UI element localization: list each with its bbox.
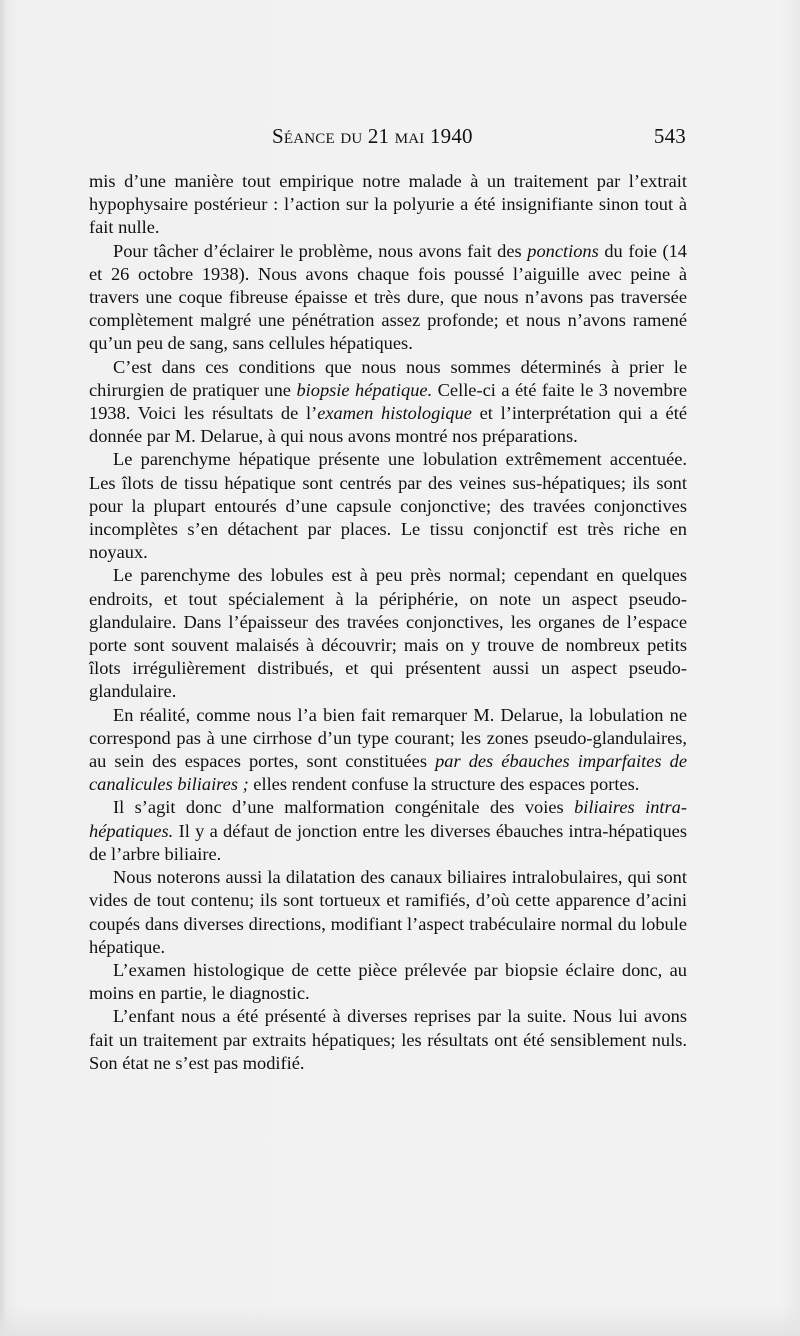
italic-text-segment: examen histologique (317, 403, 472, 424)
paragraph (89, 959, 687, 1005)
text-segment: elles rendent confuse la structure des espaces portes. (248, 774, 640, 795)
italic-text-segment: ponctions (527, 240, 599, 261)
text-segment: En réalité, comme nous l’a bien fait remarquer M. Delarue, la lobulation ne correspond pas à une cirrhose d’un type courant; les zones pseudo-glandulaires, au sein des espaces portes, sont constituées (89, 704, 687, 772)
text-segment: Pour tâcher d’éclairer le problème, nous avons fait des (113, 240, 528, 261)
running-head-month: mai (394, 124, 425, 148)
paragraph (89, 1005, 687, 1075)
paragraph (89, 796, 687, 866)
paragraph (89, 704, 687, 797)
paragraph (89, 356, 687, 449)
running-head-seance: Séance du (272, 124, 363, 148)
text-segment: L’enfant nous a été présenté à diverses reprises par la suite. Nous lui avons fait un traitement par extraits hépatiques; les résultats ont été sensiblement nuls. Son état ne s’est pas modifié. (89, 1006, 687, 1073)
paragraph (89, 564, 687, 703)
paragraph (89, 240, 687, 356)
text-segment: mis d’une manière tout empirique notre malade à un traitement par l’extrait hypophysaire postérieur : l’action sur la polyurie a été insignifiante sinon tout à fait nulle. (89, 171, 687, 238)
page-bottom-shade (0, 1306, 800, 1336)
italic-text-segment: par des ébauches imparfaites de canalicules biliaires ; (89, 751, 687, 795)
italic-text-segment: biliaires intra-hépatiques. (89, 797, 687, 841)
text-segment: L’examen histologique de cette pièce prélevée par biopsie éclaire donc, au moins en partie, le diagnostic. (89, 959, 687, 1004)
page-number: 543 (653, 124, 686, 148)
text-segment: et l’interprétation qui a été donnée par M. Delarue, à qui nous avons montré nos préparations. (89, 403, 687, 447)
paragraph (89, 448, 687, 564)
running-head-day: 21 (367, 124, 390, 148)
text-segment: Il y a défaut de jonction entre les diverses ébauches intra-hépatiques de l’arbre biliaire. (89, 820, 687, 864)
text-segment: Celle-ci a été faite le 3 novembre 1938. Voici les résultats de l’ (89, 379, 687, 424)
paragraph (89, 866, 687, 959)
text-segment: Nous noterons aussi la dilatation des canaux biliaires intralobulaires, qui sont vides de tout contenu; ils sont tortueux et ramifiés, d’où cette apparence d’acini coupés dans diverses directions, modifiant l’aspect trabéculaire normal du lobule hépatique. (89, 867, 687, 957)
text-segment: du foie (14 et 26 octobre 1938). Nous avons chaque fois poussé l’aiguille avec peine à travers une coque fibreuse épaisse et très dure, que nous n’avons pas traversée complètement malgré une pénétration assez profonde; et nous n’avons ramené qu’un peu de sang, sans cellules hépatiques. (89, 240, 688, 354)
paragraph (89, 170, 687, 240)
running-head (88, 124, 686, 154)
text-segment: Le parenchyme des lobules est à peu près normal; cependant en quelques endroits, et tout spécialement à la périphérie, on note un aspect pseudo-glandulaire. Dans l’épaisseur des travées conjonctives, les organes de l’espace porte sont souvent malaisés à découvrir; mais on y trouve de nombreux petits îlots irrégulièrement distribués, et qui présentent aussi un aspect pseudo-glandulaire. (89, 565, 687, 702)
text-segment: C’est dans ces conditions que nous nous sommes déterminés à prier le chirurgien de pratiquer une (89, 356, 687, 400)
page-binding-shadow (0, 0, 6, 1336)
running-head-year: 1940 (429, 124, 473, 148)
text-segment: Il s’agit donc d’une malformation congénitale des voies (113, 797, 575, 818)
body-text (89, 170, 687, 1075)
running-head-title (272, 124, 473, 149)
text-segment: Le parenchyme hépatique présente une lobulation extrêmement accentuée. Les îlots de tissu hépatique sont centrés par des veines sus-hépatiques; ils sont pour la plupart entourés d’une capsule conjonctive; des travées conjonctives incomplètes s’en détachent par places. Le tissu conjonctif est très riche en noyaux. (89, 449, 687, 563)
italic-text-segment: biopsie hépatique. (296, 379, 433, 400)
